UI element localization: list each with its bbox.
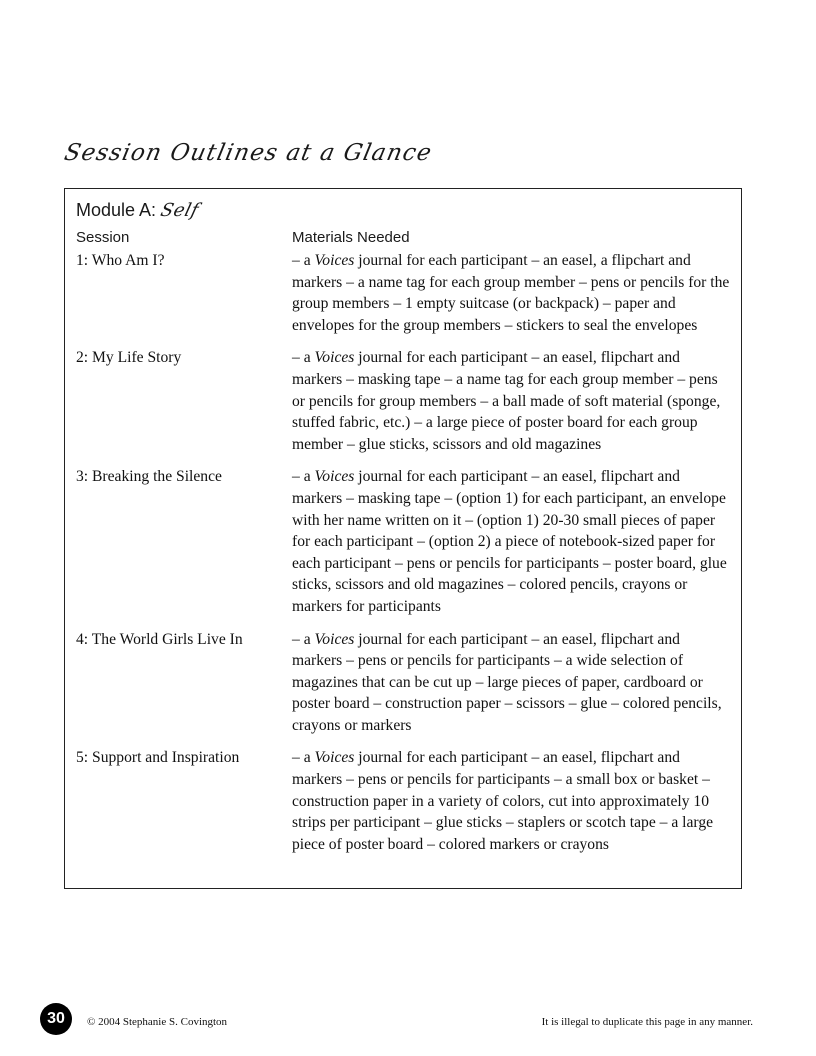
- materials-rest: journal for each participant – an easel, flipchart and markers – masking tape – (option 1) for each participant, an envelope with her name written on it – (option 1) 20-30 small pieces of paper for each participant – (option 2) a piece of notebook-sized paper for each participant – pens or pencils for participants – poster board, glue sticks, scissors and old magazines – colored pencils, crayons or markers for participants: [292, 468, 727, 615]
- session-row: [76, 747, 736, 855]
- journal-title: Voices: [314, 749, 355, 767]
- session-materials: [292, 747, 736, 855]
- materials-lead: – a: [292, 468, 315, 486]
- journal-title: Voices: [314, 252, 355, 269]
- journal-title: Voices: [314, 468, 355, 486]
- session-name: 1: Who Am I?: [76, 252, 165, 269]
- module-title: [76, 200, 202, 221]
- session-row: [76, 466, 736, 617]
- session-rows: [76, 250, 736, 866]
- materials-rest: journal for each participant – an easel, a flipchart and markers – a name tag for each group member – pens or pencils for the group members – 1 empty suitcase (or backpack) – paper and envelopes for the group members – stickers to seal the envelopes: [292, 252, 730, 334]
- session-materials: [292, 347, 736, 455]
- materials-rest: journal for each participant – an easel, flipchart and markers – masking tape – a name tag for each group member – pens or pencils for group members – a ball made of soft material (sponge, stuffed fabric, etc.) – a large piece of poster board for each group member – glue sticks, scissors and old magazines: [292, 349, 721, 453]
- session-materials: [292, 629, 736, 737]
- session-name: 5: Support and Inspiration: [76, 749, 240, 767]
- module-box: [64, 188, 742, 889]
- page-number-badge: 30: [40, 1003, 72, 1035]
- session-row: [76, 250, 736, 336]
- session-materials: [292, 466, 736, 617]
- session-materials: [292, 250, 736, 336]
- column-header-materials: Materials Needed: [292, 229, 410, 246]
- session-row: [76, 629, 736, 737]
- materials-lead: – a: [292, 749, 315, 767]
- journal-title: Voices: [314, 630, 355, 648]
- session-row: [76, 347, 736, 455]
- materials-rest: journal for each participant – an easel, flipchart and markers – pens or pencils for participants – a wide selection of magazines that can be cut up – large pieces of paper, cardboard or poster board – construction paper – scissors – glue – colored pencils, crayons or markers: [292, 630, 722, 734]
- journal-title: Voices: [314, 349, 355, 367]
- session-name: 4: The World Girls Live In: [76, 630, 243, 648]
- materials-lead: – a: [292, 349, 315, 367]
- module-title-prefix: Module A:: [76, 200, 162, 220]
- materials-lead: – a: [292, 630, 315, 648]
- module-title-script: Self: [158, 200, 202, 221]
- materials-lead: – a: [292, 252, 315, 269]
- page-heading: Session Outlines at a Glance: [62, 140, 435, 166]
- duplication-notice: It is illegal to duplicate this page in any manner.: [541, 1016, 753, 1028]
- copyright-notice: © 2004 Stephanie S. Covington: [87, 1016, 228, 1028]
- column-header-session: Session: [76, 229, 130, 246]
- session-name: 2: My Life Story: [76, 349, 182, 367]
- session-name: 3: Breaking the Silence: [76, 468, 222, 486]
- materials-rest: journal for each participant – an easel, flipchart and markers – pens or pencils for participants – a small box or basket – construction paper in a variety of colors, cut into approximately 10 strips per participant – glue sticks – staplers or scotch tape – a large piece of poster board – colored markers or crayons: [292, 749, 714, 853]
